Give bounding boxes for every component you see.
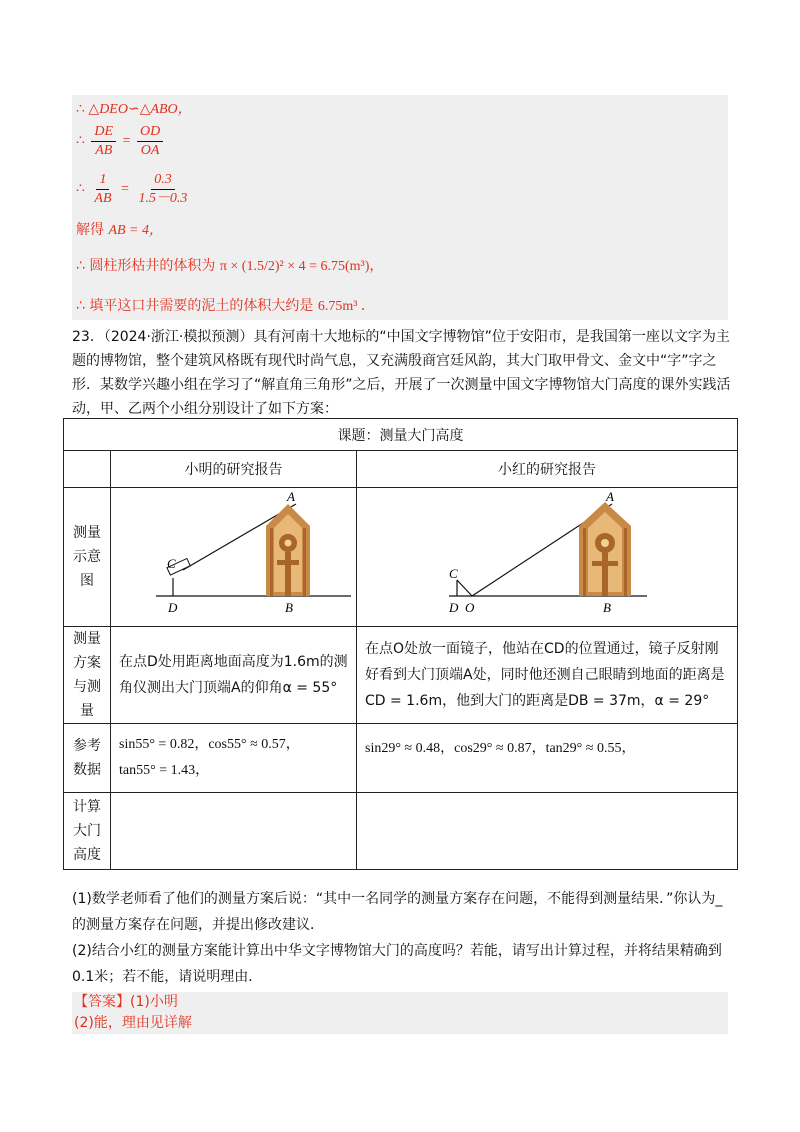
answer-line-1 — [72, 992, 728, 1013]
answer-label: 【答案】 — [74, 994, 130, 1010]
label-o: O — [465, 600, 475, 615]
ab-result: AB = 4， — [108, 223, 164, 238]
solution-similar-line — [76, 98, 192, 118]
row-label-ref: 参考数据 — [64, 724, 111, 793]
therefore-symbol: ∴ — [76, 102, 85, 117]
volume-expression: π × (1.5/2)² × 4 = 6.75(m³)， — [219, 259, 384, 274]
xiaoming-calc — [111, 793, 357, 870]
measurement-table — [63, 418, 738, 870]
xiaoming-diagram-cell — [111, 488, 357, 627]
label-d: D — [449, 600, 459, 615]
incident-ray — [457, 580, 472, 596]
label-a: A — [287, 489, 295, 504]
xiaohong-ref: sin29° ≈ 0.48，cos29° ≈ 0.87，tan29° ≈ 0.55， — [357, 724, 738, 793]
xiaoming-ref-line2: tan55° = 1.43， — [119, 763, 210, 778]
label-c: C — [449, 566, 458, 581]
xiaohong-header: 小红的研究报告 — [357, 451, 738, 488]
table-title: 课题：测量大门高度 — [64, 419, 738, 451]
solution-volume-line: ∴ 圆柱形枯井的体积为 π × (1.5/2)² × 4 = 6.75(m³)， — [76, 258, 384, 274]
row-label-plan: 测量方案与测量 — [64, 627, 111, 724]
fraction-de-ab: $\frac{DE}{AB}$ — [91, 123, 116, 160]
fraction-od-oa: $\frac{OD}{OA}$ — [137, 123, 163, 160]
row-label-diagram: 测量示意图 — [64, 488, 111, 627]
xiaoming-plan: 在点D处用距离地面高度为1.6m的测角仪测出大门顶端A的仰角α = 55° — [111, 627, 357, 724]
question-2: (2)结合小红的测量方案能计算出中华文字博物馆大门的高度吗？若能，请写出计算过程，并将结果精确到0.1米；若不能，请说明理由． — [72, 943, 722, 985]
xiaohong-calc — [357, 793, 738, 870]
fraction-1-ab: $\frac{1}{AB}$ — [94, 172, 112, 206]
answer-block — [72, 992, 728, 1034]
xiaoming-diagram — [111, 488, 356, 622]
solution-ratio1-line: ∴ $\frac{DE}{AB}$ = $\frac{OD}{OA}$ — [76, 123, 166, 160]
xiaoming-header: 小明的研究报告 — [111, 451, 357, 488]
xiaohong-diagram — [357, 488, 735, 622]
label-a: A — [606, 489, 614, 504]
question-1: (1)数学老师看了他们的测量方案后说：“其中一名同学的测量方案存在问题，不能得到测量结果．”你认为_的测量方案存在问题，并提出修改建议． — [72, 891, 723, 933]
problem-statement — [72, 325, 732, 421]
xiaoming-ref-line1: sin55° = 0.82，cos55° ≈ 0.57， — [119, 737, 300, 752]
problem-number: 23．（2024·浙江·模拟预测） — [72, 329, 254, 345]
label-b: B — [285, 600, 293, 615]
similar-triangles: △DEO∽△ABO， — [88, 102, 192, 117]
gate-building — [579, 502, 631, 596]
solution-block — [72, 95, 728, 320]
label-b: B — [603, 600, 611, 615]
questions — [72, 886, 732, 990]
xiaohong-diagram-cell — [357, 488, 738, 627]
answer-2: (2)能，理由见详解 — [74, 1015, 192, 1031]
label-d: D — [168, 600, 178, 615]
xiaohong-plan: 在点O处放一面镜子，他站在CD的位置通过，镜子反射刚好看到大门顶端A处，同时他还测自己眼睛到地面的距离是CD = 1.6m，他到大门的距离是DB = 37m，α = 29° — [357, 627, 738, 724]
solution-ratio2-line: ∴ $\frac{1}{AB}$ = $\frac{0.3}{1.5-0.3}$ — [76, 171, 193, 208]
problem-stem: 具有河南十大地标的“中国文字博物馆”位于安阳市，是我国第一座以文字为主题的博物馆，整个建筑风格既有现代时尚气息，又充满殷商宫廷风韵，其大门取甲骨文、金文中“字”字之形．某数学兴趣小组在学习了“解直角三角形”之后，开展了一次测量中国文字博物馆大门高度的课外实践活动，甲、乙两个小组分别设计了如下方案： — [72, 329, 731, 417]
answer-1: (1)小明 — [130, 994, 178, 1010]
fraction-values: $\frac{0.3}{1.5-0.3}$ — [138, 172, 188, 206]
row-label-calc: 计算大门高度 — [64, 793, 111, 870]
solution-solve-line: 解得 AB = 4， — [76, 222, 164, 238]
xiaoming-ref — [111, 724, 357, 793]
solution-fill-line: ∴ 填平这口井需要的泥土的体积大约是 6.75m³ ． — [76, 298, 375, 314]
label-c: C — [167, 556, 176, 571]
fill-volume: 6.75m³ ． — [317, 299, 375, 314]
